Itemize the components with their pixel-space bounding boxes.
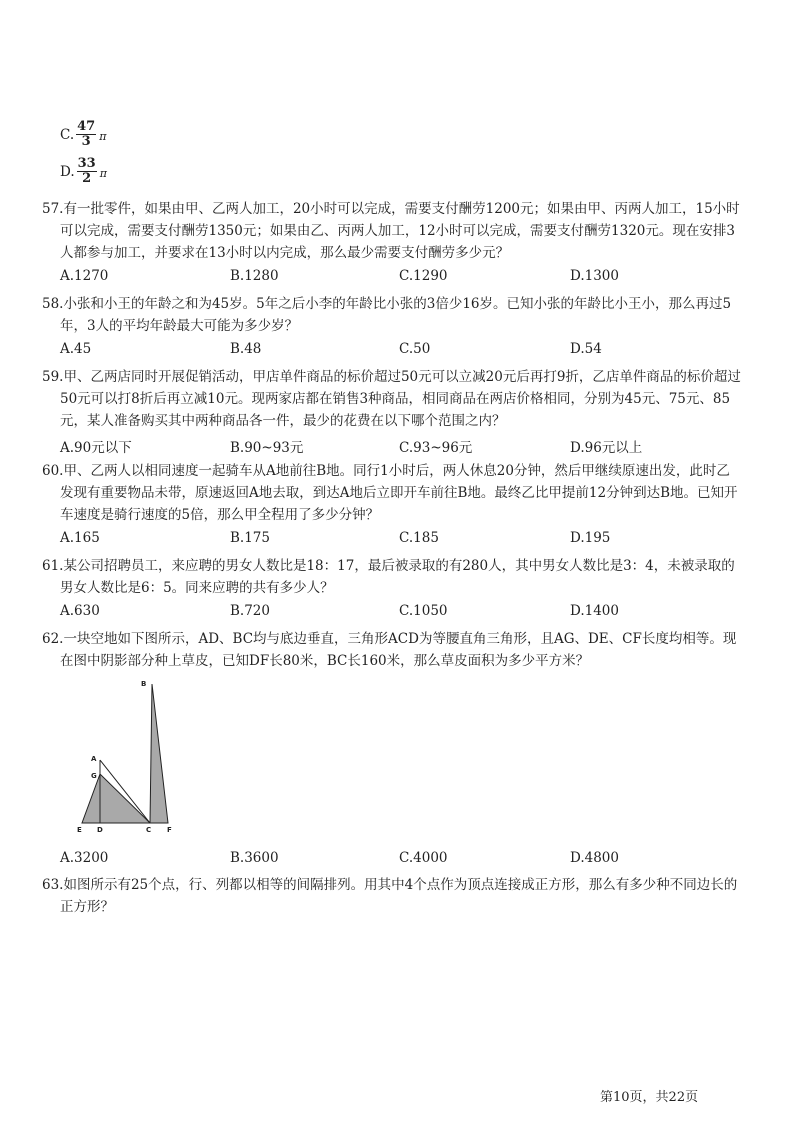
option-c[interactable]: C.185 <box>399 530 439 546</box>
question-62 <box>42 628 742 672</box>
option-c[interactable]: C.1290 <box>399 268 448 284</box>
option-a[interactable]: A.165 <box>60 530 100 546</box>
option-d[interactable]: D.195 <box>570 530 611 546</box>
shaded-triangle-left <box>82 774 150 823</box>
options-57 <box>60 268 680 288</box>
option-a[interactable]: A.630 <box>60 603 100 619</box>
label-d: D <box>97 826 103 834</box>
option-c-fraction <box>60 120 106 149</box>
question-stem: 58.小张和小王的年龄之和为45岁。5年之后小李的年龄比小张的3倍少16岁。已知小张的年龄比小王小，那么再过5年，3人的平均年龄最大可能为多少岁？ <box>42 296 732 334</box>
question-stem: 60.甲、乙两人以相同速度一起骑车从A地前往B地。同行1小时后，两人休息20分钟，然后甲继续原速出发，此时乙发现有重要物品未带，原速返回A地去取，到达A地后立即开车前往B地。最终乙比甲提前12分钟到达B地。已知开车速度是骑行速度的5倍，那么甲全程用了多少分钟？ <box>42 463 738 523</box>
denominator: 3 <box>81 134 91 149</box>
options-58 <box>60 341 680 361</box>
option-label: D. <box>60 163 75 180</box>
option-b[interactable]: B.90~93元 <box>230 440 304 456</box>
pi-symbol: π <box>99 130 107 143</box>
fraction <box>77 157 97 186</box>
question-stem: 59.甲、乙两店同时开展促销活动，甲店单件商品的标价超过50元可以立减20元后再打9折，乙店单件商品的标价超过50元可以打8折后再立减10元。现两家店都在销售3种商品，相同商品在两店价格相同，分别为45元、75元、85元，某人准备购买其中两种商品各一件，最少的花费在以下哪个范围之内？ <box>42 369 741 429</box>
page-number: 第10页，共22页 <box>600 1090 699 1105</box>
option-b[interactable]: B.48 <box>230 341 262 357</box>
option-d[interactable]: D.1400 <box>570 603 619 619</box>
question-stem: 57.有一批零件，如果由甲、乙两人加工，20小时可以完成，需要支付酬劳1200元；如果由甲、丙两人加工，15小时可以完成，需要支付酬劳1350元；如果由乙、丙两人加工，12小时可以完成，需要支付酬劳1320元。现在安排3人都参与加工，并要求在13小时以内完成，那么最少需要支付酬劳多少元？ <box>42 201 740 261</box>
label-c: C <box>146 826 152 834</box>
option-a[interactable]: A.90元以下 <box>60 440 132 456</box>
option-b[interactable]: B.720 <box>230 603 270 619</box>
option-c[interactable]: C.50 <box>399 341 431 357</box>
fraction <box>76 120 96 149</box>
question-59 <box>42 366 742 432</box>
numerator: 33 <box>77 156 96 171</box>
numerator: 47 <box>77 119 96 134</box>
option-d[interactable]: D.54 <box>570 341 602 357</box>
option-a[interactable]: A.3200 <box>60 850 109 866</box>
question-57 <box>42 198 742 264</box>
option-d-fraction <box>60 157 107 186</box>
question-61 <box>42 555 742 599</box>
options-59 <box>60 436 680 456</box>
question-60 <box>42 460 742 526</box>
label-a: A <box>91 755 97 763</box>
label-b: B <box>141 680 147 688</box>
option-label: C. <box>60 126 75 143</box>
question-63 <box>42 874 742 918</box>
option-c[interactable]: C.4000 <box>399 850 448 866</box>
option-d[interactable]: D.1300 <box>570 268 619 284</box>
options-60 <box>60 530 680 550</box>
options-62 <box>60 850 680 870</box>
question-stem: 61.某公司招聘员工，来应聘的男女人数比是18：17，最后被录取的有280人，其中男女人数比是3：4，未被录取的男女人数比是6：5。同来应聘的共有多少人？ <box>42 558 735 596</box>
geometry-figure <box>74 672 184 837</box>
denominator: 2 <box>82 171 92 186</box>
option-c[interactable]: C.93~96元 <box>399 440 473 456</box>
option-a[interactable]: A.1270 <box>60 268 109 284</box>
shaded-triangle-right <box>150 684 168 823</box>
question-58 <box>42 293 742 337</box>
option-b[interactable]: B.3600 <box>230 850 279 866</box>
option-b[interactable]: B.1280 <box>230 268 279 284</box>
option-c[interactable]: C.1050 <box>399 603 448 619</box>
question-stem: 63.如图所示有25个点，行、列都以相等的间隔排列。用其中4个点作为顶点连接成正方形，那么有多少种不同边长的正方形？ <box>42 877 738 915</box>
option-d[interactable]: D.4800 <box>570 850 619 866</box>
label-e: E <box>77 826 82 834</box>
label-f: F <box>167 826 172 834</box>
label-g: G <box>91 772 97 780</box>
option-a[interactable]: A.45 <box>60 341 92 357</box>
option-b[interactable]: B.175 <box>230 530 270 546</box>
pi-symbol: π <box>99 167 107 180</box>
options-61 <box>60 603 680 623</box>
option-d[interactable]: D.96元以上 <box>570 440 643 456</box>
question-stem: 62.一块空地如下图所示，AD、BC均与底边垂直，三角形ACD为等腰直角三角形，且AG、DE、CF长度均相等。现在图中阴影部分种上草皮，已知DF长80米，BC长160米，那么草皮面积为多少平方米？ <box>42 631 737 669</box>
